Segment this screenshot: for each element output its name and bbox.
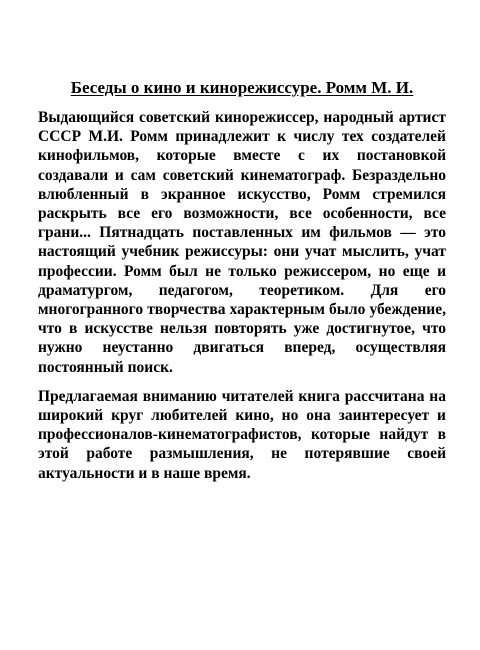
document-title: Беседы о кино и кинорежиссуре. Ромм М. И. <box>70 78 414 97</box>
paragraph-about-book: Предлагаемая вниманию читателей книга рассчитана на широкий круг любителей кино, но она заинтересует и профессионалов-кинематографистов, которые найдут в этой работе размышления, не потерявшие своей актуальности и в наше время. <box>38 387 446 482</box>
document-page <box>38 78 446 483</box>
paragraph-about-romm: Выдающийся советский кинорежиссер, народный артист СССР М.И. Ромм принадлежит к числу тех создателей кинофильмов, которые вместе с их постановкой создавали и сам советский кинематограф. Безраздельно влюбленный в экранное искусство, Ромм стремился раскрыть все его возможности, все особенности, все грани... Пятнадцать поставленных им фильмов — это настоящий учебник режиссуры: они учат мыслить, учат профессии. Ромм был не только режиссером, но еще и драматургом, педагогом, теоретиком. Для его многогранного творчества характерным было убеждение, что в искусстве нельзя повторять уже достигнутое, что нужно неустанно двигаться вперед, осуществляя постоянный поиск. <box>38 109 446 376</box>
